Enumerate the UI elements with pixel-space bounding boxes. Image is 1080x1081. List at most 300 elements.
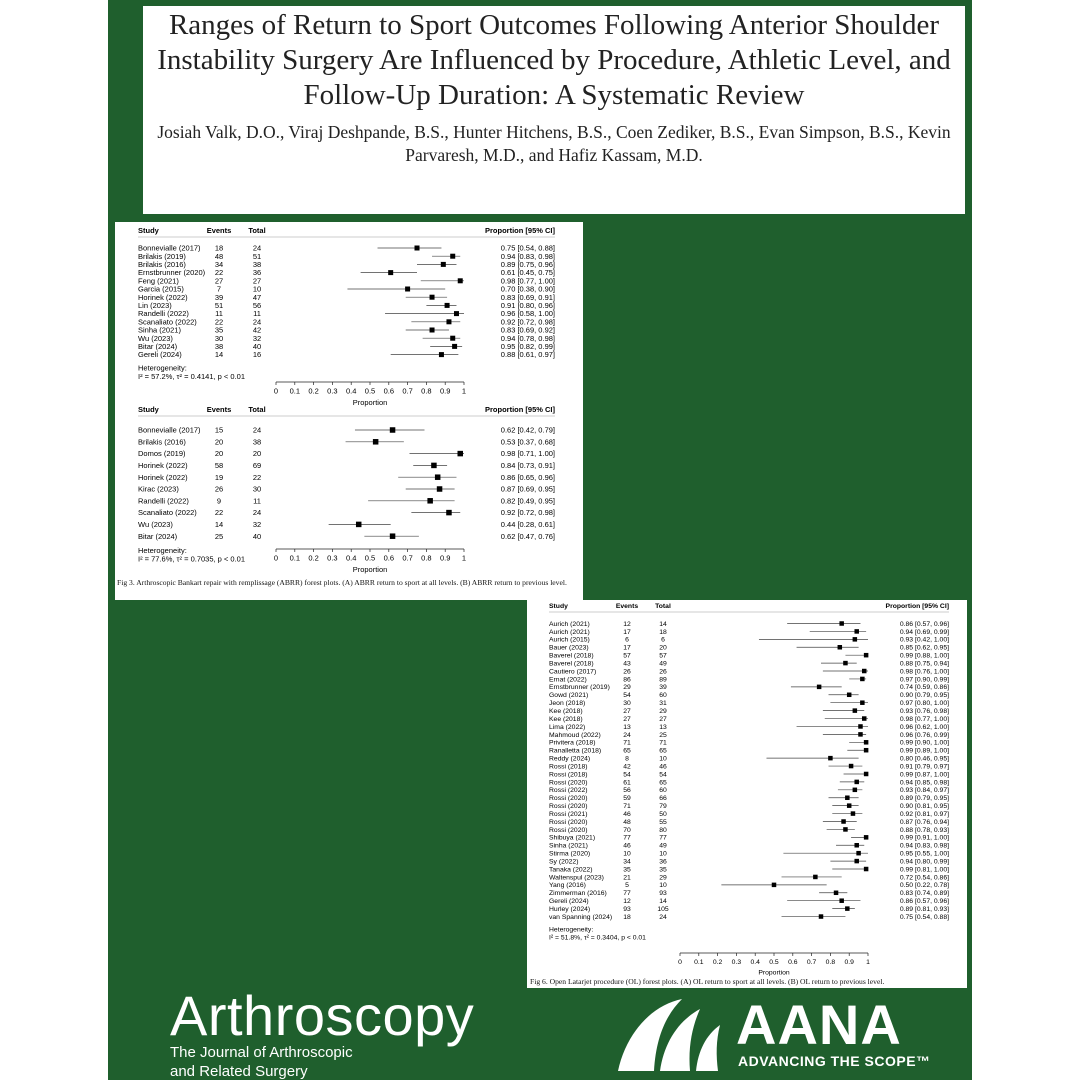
- fig3b-point-estimate: [373, 439, 379, 445]
- fig3a-point-estimate: [452, 344, 457, 349]
- fig3a-point-estimate: [430, 295, 435, 300]
- aana-tagline: ADVANCING THE SCOPE™: [738, 1053, 931, 1069]
- fig3a-x-tick-label: 0.4: [345, 386, 357, 396]
- fig6a-point-estimate: [843, 661, 848, 666]
- fig6a-ci-label: 0.99 [0.87, 1.00]: [899, 771, 949, 779]
- fig6a-study-label: Cautiero (2017): [549, 668, 597, 676]
- fig3b-study-label: Bonnevialle (2017): [138, 425, 201, 435]
- journal-subtitle-line-2: and Related Surgery: [170, 1063, 308, 1080]
- fig6a-study-label: Reddy (2024): [549, 755, 591, 763]
- fig6a-point-estimate: [864, 772, 869, 777]
- fig3a-ci-label: 0.94 [0.78, 0.98]: [500, 333, 555, 343]
- fig3a-study-label: Lin (2023): [138, 301, 172, 311]
- fig3b-study-label: Horinek (2022): [138, 472, 188, 482]
- fig6a-ci-label: 0.50 [0.22, 0.78]: [899, 882, 949, 890]
- fig6a-events-value: 34: [623, 858, 631, 866]
- fig3a-study-label: Brilakis (2016): [138, 260, 186, 270]
- fig6a-point-estimate: [845, 795, 850, 800]
- fig6a-total-value: 26: [659, 668, 667, 676]
- fig3a-x-tick-label: 0.3: [327, 386, 338, 396]
- fig6a-total-value: 27: [659, 715, 667, 723]
- fig3a-x-tick-label: 0.6: [383, 386, 395, 396]
- fig6a-study-label: Hurley (2024): [549, 906, 591, 913]
- fig6a-point-estimate: [847, 803, 852, 808]
- figure-6-panel: [527, 600, 967, 988]
- right-margin: [972, 0, 1080, 1080]
- fig6a-events-value: 77: [623, 890, 631, 898]
- fig6a-total-value: 71: [659, 739, 667, 747]
- fig6a-study-label: Privitera (2018): [549, 739, 596, 747]
- fig6a-x-tick-label: 0.2: [712, 958, 723, 966]
- fig3a-ci-label: 0.75 [0.54, 0.88]: [500, 243, 555, 253]
- fig6a-point-estimate: [813, 875, 818, 880]
- fig6a-total-value: 105: [657, 906, 669, 913]
- fig3a-point-estimate: [441, 262, 446, 267]
- fig3a-study-label: Sinha (2021): [138, 325, 181, 335]
- fig3a-header-total: Total: [248, 226, 266, 235]
- fig3a-study-label: Ernstbrunner (2020): [138, 268, 206, 278]
- fig6a-study-label: Ernstbrunner (2019): [549, 684, 610, 692]
- fig3a-events-value: 35: [214, 325, 224, 335]
- fig3a-ci-label: 0.83 [0.69, 0.92]: [500, 325, 555, 335]
- fig6a-study-label: Ernat (2022): [549, 676, 587, 684]
- fig3a-total-value: 24: [252, 243, 262, 253]
- fig6a-total-value: 77: [659, 834, 667, 842]
- fig6a-events-value: 54: [623, 692, 631, 700]
- fig3b-x-tick-label: 0.4: [345, 553, 357, 563]
- fig6a-ci-label: 0.99 [0.81, 1.00]: [899, 866, 949, 874]
- fig3a-x-tick-label: 0.5: [364, 386, 376, 396]
- fig6a-ci-label: 0.86 [0.57, 0.96]: [899, 898, 949, 906]
- fig3b-study-label: Domos (2019): [138, 449, 186, 459]
- fig6a-events-value: 71: [623, 803, 631, 811]
- fig6a-total-value: 89: [659, 676, 667, 684]
- fig3a-events-value: 7: [216, 284, 222, 294]
- fig3b-total-value: 24: [252, 508, 262, 518]
- fig6a-point-estimate: [847, 693, 852, 698]
- fig6a-point-estimate: [828, 756, 833, 761]
- fig6a-events-value: 26: [623, 668, 631, 676]
- fig6a-study-label: Stirma (2020): [549, 850, 591, 858]
- fig3a-total-value: 40: [252, 342, 262, 352]
- fig6a-study-label: Jeon (2018): [549, 700, 586, 708]
- fig6a-point-estimate: [854, 843, 859, 848]
- fig3a-header-events: Events: [206, 226, 232, 235]
- fig3b-study-label: Scanaliato (2022): [138, 508, 197, 518]
- fig3b-total-value: 38: [252, 437, 262, 447]
- fig6a-point-estimate: [841, 819, 846, 824]
- fig3a-events-value: 38: [214, 342, 224, 352]
- aana-wordmark: AANA: [736, 993, 902, 1056]
- fig6a-point-estimate: [819, 914, 824, 919]
- fig3b-total-value: 20: [252, 449, 262, 459]
- fig3a-events-value: 30: [214, 333, 224, 343]
- fig6a-study-label: Bauer (2023): [549, 644, 589, 652]
- author-list: Josiah Valk, D.O., Viraj Deshpande, B.S., Hunter Hitchens, B.S., Coen Zediker, B.S., Evan Simpson, B.S., Kevin Parvaresh, M.D., and Hafiz Kassam, M.D.: [157, 122, 951, 165]
- fig6a-point-estimate: [860, 700, 865, 705]
- fig3a-x-axis-title: Proportion: [352, 398, 388, 407]
- fig3a-point-estimate: [439, 352, 444, 357]
- fig6a-total-value: 93: [659, 890, 667, 898]
- fig3b-x-tick-label: 0.7: [402, 553, 413, 563]
- fig6a-events-value: 12: [623, 898, 631, 906]
- fig6a-heterogeneity-stats: I² = 51.8%, τ² = 0.3404, p < 0.01: [549, 934, 646, 942]
- fig3b-header-proportion: Proportion [95% CI]: [484, 405, 555, 414]
- fig3a-study-label: Bonnevialle (2017): [138, 243, 201, 253]
- fig6a-header-study: Study: [549, 603, 568, 610]
- fig3b-point-estimate: [390, 427, 396, 433]
- fig6a-ci-label: 0.89 [0.79, 0.95]: [899, 795, 949, 803]
- fig3a-point-estimate: [388, 270, 393, 275]
- fig6a-study-label: Zimmerman (2016): [549, 890, 607, 898]
- figure-6-caption: Fig 6. Open Latarjet procedure (OL) forest plots. (A) OL return to sport at all levels. (B) OL return to previous level.: [530, 977, 885, 986]
- fig3a-total-value: 51: [252, 251, 262, 261]
- fig6a-point-estimate: [834, 891, 839, 896]
- fig3b-ci-label: 0.53 [0.37, 0.68]: [500, 437, 555, 447]
- fig6a-total-value: 79: [659, 803, 667, 811]
- fig3a-point-estimate: [450, 254, 455, 259]
- fig6a-ci-label: 0.80 [0.46, 0.95]: [899, 755, 949, 763]
- fig3b-events-value: 58: [214, 461, 224, 471]
- arthroscopy-journal-logo: [170, 985, 474, 1081]
- fig6a-study-label: Yang (2016): [549, 882, 586, 890]
- fig3a-heterogeneity-stats: I² = 57.2%, τ² = 0.4141, p < 0.01: [138, 372, 245, 382]
- fig6a-total-value: 65: [659, 747, 667, 755]
- aana-scope-mark-icon: [612, 993, 728, 1077]
- fig3a-events-value: 34: [214, 260, 224, 270]
- fig6a-ci-label: 0.74 [0.59, 0.86]: [899, 684, 949, 692]
- fig6a-heterogeneity-label: Heterogeneity:: [549, 926, 594, 934]
- fig6a-total-value: 10: [659, 850, 667, 858]
- fig6a-ci-label: 0.83 [0.74, 0.89]: [899, 890, 949, 898]
- fig6a-events-value: 29: [623, 684, 631, 692]
- fig6a-events-value: 77: [623, 834, 631, 842]
- fig6a-total-value: 14: [659, 898, 667, 906]
- fig3b-study-label: Brilakis (2016): [138, 437, 186, 447]
- fig3b-study-label: Wu (2023): [138, 520, 173, 530]
- fig6a-events-value: 70: [623, 826, 631, 834]
- fig6a-x-tick-label: 0.6: [788, 958, 798, 966]
- fig6a-ci-label: 0.93 [0.84, 0.97]: [899, 787, 949, 795]
- fig3b-header-study: Study: [138, 405, 159, 414]
- fig6a-study-label: Lima (2022): [549, 723, 586, 731]
- fig3b-events-value: 20: [214, 449, 224, 459]
- fig3a-ci-label: 0.89 [0.75, 0.96]: [500, 260, 555, 270]
- fig6a-total-value: 20: [659, 644, 667, 652]
- fig6a-events-value: 5: [625, 882, 629, 890]
- fig3a-point-estimate: [458, 278, 463, 283]
- fig6a-ci-label: 0.92 [0.81, 0.97]: [899, 810, 949, 818]
- fig6a-study-label: Shibuya (2021): [549, 834, 596, 842]
- fig3b-events-value: 20: [214, 437, 224, 447]
- fig6a-point-estimate: [843, 827, 848, 832]
- fig3b-ci-label: 0.87 [0.69, 0.95]: [500, 484, 555, 494]
- fig3a-point-estimate: [446, 319, 451, 324]
- fig6a-total-value: 46: [659, 763, 667, 771]
- fig3a-study-label: Wu (2023): [138, 333, 173, 343]
- fig3b-point-estimate: [431, 463, 437, 469]
- fig6a-x-tick-label: 1: [866, 958, 870, 966]
- fig6a-point-estimate: [862, 716, 867, 721]
- fig6a-study-label: Rossi (2021): [549, 810, 588, 818]
- fig3a-total-value: 32: [252, 333, 262, 343]
- fig6a-ci-label: 0.98 [0.77, 1.00]: [899, 715, 949, 723]
- fig6a-total-value: 39: [659, 684, 667, 692]
- fig6a-total-value: 29: [659, 874, 667, 882]
- fig6a-point-estimate: [856, 851, 861, 856]
- fig6a-point-estimate: [854, 859, 859, 864]
- fig3b-ci-label: 0.82 [0.49, 0.95]: [500, 496, 555, 506]
- fig6a-events-value: 93: [623, 906, 631, 913]
- fig3a-heterogeneity-label: Heterogeneity:: [138, 363, 187, 373]
- left-margin: [0, 0, 108, 1080]
- fig3b-x-tick-label: 1: [461, 553, 467, 563]
- fig6a-events-value: 18: [623, 913, 631, 921]
- fig6a-point-estimate: [864, 867, 869, 872]
- fig3b-x-tick-label: 0: [273, 553, 279, 563]
- fig6a-x-tick-label: 0.8: [825, 958, 836, 966]
- fig6a-total-value: 60: [659, 692, 667, 700]
- fig3b-ci-label: 0.62 [0.42, 0.79]: [500, 425, 555, 435]
- fig6a-point-estimate: [839, 898, 844, 903]
- fig6a-total-value: 24: [659, 913, 667, 921]
- fig6a-point-estimate: [772, 883, 777, 888]
- fig6a-events-value: 10: [623, 850, 631, 858]
- fig6a-study-label: Rossi (2020): [549, 803, 588, 811]
- fig6a-x-tick-label: 0.3: [731, 958, 742, 966]
- fig3a-ci-label: 0.61 [0.45, 0.75]: [500, 268, 555, 278]
- fig3a-total-value: 36: [252, 268, 262, 278]
- fig3a-events-value: 51: [214, 301, 224, 311]
- fig3b-total-value: 32: [252, 520, 262, 530]
- fig6a-ci-label: 0.88 [0.75, 0.94]: [899, 660, 949, 668]
- fig6a-events-value: 71: [623, 739, 631, 747]
- fig3a-total-value: 10: [252, 284, 262, 294]
- fig6a-point-estimate: [858, 724, 863, 728]
- fig3a-total-value: 16: [252, 350, 262, 360]
- fig6a-point-estimate: [864, 653, 869, 658]
- fig3b-header-events: Events: [206, 405, 232, 414]
- fig6a-point-estimate: [838, 645, 843, 650]
- fig6a-point-estimate: [849, 764, 854, 769]
- journal-subtitle: [170, 1043, 474, 1081]
- fig3a-ci-label: 0.83 [0.69, 0.91]: [500, 292, 555, 302]
- fig3a-total-value: 11: [253, 309, 261, 319]
- fig6a-point-estimate: [854, 780, 859, 785]
- fig6a-x-axis-title: Proportion: [758, 969, 790, 977]
- fig3b-total-value: 22: [252, 472, 262, 482]
- figure-3-forest-plots: [115, 222, 583, 600]
- fig6a-events-value: 27: [623, 708, 631, 715]
- fig6a-study-label: van Spanning (2024): [549, 913, 613, 921]
- fig3a-x-tick-label: 0.2: [308, 386, 319, 396]
- fig6a-events-value: 27: [623, 715, 631, 723]
- fig6a-study-label: Waltenspul (2023): [549, 874, 604, 882]
- fig6a-events-value: 24: [623, 731, 631, 739]
- figure-3-caption: Fig 3. Arthroscopic Bankart repair with remplissage (ABRR) forest plots. (A) ABRR return to sport at all levels. (B) ABRR return to previous level.: [117, 578, 567, 587]
- fig3a-total-value: 38: [252, 260, 262, 270]
- fig6a-events-value: 56: [623, 787, 631, 795]
- fig6a-total-value: 10: [659, 755, 667, 763]
- fig3b-study-label: Bitar (2024): [138, 531, 178, 541]
- fig6a-events-value: 13: [623, 723, 631, 731]
- fig3b-x-tick-label: 0.5: [364, 553, 376, 563]
- fig3a-ci-label: 0.92 [0.72, 0.98]: [500, 317, 555, 327]
- fig6a-point-estimate: [860, 677, 865, 682]
- fig3a-events-value: 22: [214, 317, 224, 327]
- fig3a-events-value: 11: [215, 309, 223, 319]
- fig6a-events-value: 54: [623, 771, 631, 779]
- fig6a-x-tick-label: 0.1: [694, 958, 704, 966]
- fig3a-point-estimate: [405, 287, 410, 292]
- fig3b-total-value: 30: [252, 484, 262, 494]
- fig6a-ci-label: 0.91 [0.79, 0.97]: [899, 763, 949, 771]
- fig3b-heterogeneity-label: Heterogeneity:: [138, 546, 187, 556]
- fig3a-ci-label: 0.94 [0.83, 0.98]: [500, 251, 555, 261]
- fig6a-point-estimate: [853, 788, 858, 793]
- fig6a-ci-label: 0.88 [0.78, 0.93]: [899, 826, 949, 834]
- fig6a-header-total: Total: [655, 603, 671, 610]
- fig6a-header-events: Events: [615, 603, 639, 610]
- fig6a-study-label: Mahmoud (2022): [549, 731, 601, 739]
- fig3a-study-label: Brilakis (2019): [138, 251, 186, 261]
- fig3a-x-tick-label: 0.8: [421, 386, 432, 396]
- fig3a-ci-label: 0.96 [0.58, 1.00]: [500, 309, 555, 319]
- fig3b-ci-label: 0.92 [0.72, 0.98]: [500, 508, 555, 518]
- fig6a-study-label: Rossi (2022): [549, 787, 588, 795]
- fig6a-header-proportion: Proportion [95% CI]: [885, 603, 949, 610]
- fig3b-x-axis-title: Proportion: [352, 565, 388, 574]
- fig6a-study-label: Baverel (2018): [549, 652, 594, 660]
- fig6a-events-value: 30: [623, 700, 631, 708]
- fig3a-ci-label: 0.70 [0.38, 0.90]: [500, 284, 555, 294]
- fig3a-total-value: 27: [252, 276, 262, 286]
- fig3b-x-tick-label: 0.9: [439, 553, 451, 563]
- fig3a-x-tick-label: 0.7: [402, 386, 413, 396]
- fig3b-total-value: 11: [253, 496, 261, 506]
- fig6a-point-estimate: [851, 811, 856, 816]
- fig3b-point-estimate: [437, 486, 443, 492]
- journal-name: Arthroscopy: [170, 984, 475, 1047]
- fig3a-header-proportion: Proportion [95% CI]: [484, 226, 555, 235]
- fig3b-study-label: Kirac (2023): [138, 484, 179, 494]
- fig6a-study-label: Aurich (2015): [549, 636, 590, 644]
- fig3a-x-tick-label: 1: [461, 386, 467, 396]
- fig3b-ci-label: 0.44 [0.28, 0.61]: [500, 520, 555, 530]
- fig6a-total-value: 29: [659, 708, 667, 715]
- fig3b-header-total: Total: [248, 405, 266, 414]
- fig6a-ci-label: 0.90 [0.81, 0.95]: [899, 803, 949, 811]
- fig3a-study-label: Garcia (2015): [138, 284, 184, 294]
- fig3b-events-value: 25: [214, 531, 224, 541]
- fig6a-study-label: Rossi (2020): [549, 795, 588, 803]
- fig6a-events-value: 46: [623, 810, 631, 818]
- fig3a-ci-label: 0.91 [0.80, 0.96]: [500, 301, 555, 311]
- fig3b-ci-label: 0.86 [0.65, 0.96]: [500, 472, 555, 482]
- fig6a-ci-label: 0.99 [0.89, 1.00]: [899, 747, 949, 755]
- fig6a-ci-label: 0.93 [0.76, 0.98]: [899, 708, 949, 715]
- fig3a-point-estimate: [454, 311, 459, 316]
- fig3b-ci-label: 0.84 [0.73, 0.91]: [500, 461, 555, 471]
- title-box: [143, 6, 965, 214]
- fig6a-ci-label: 0.94 [0.80, 0.99]: [899, 858, 949, 866]
- fig6a-study-label: Rossi (2020): [549, 779, 588, 787]
- fig3b-x-tick-label: 0.2: [308, 553, 319, 563]
- fig6a-ci-label: 0.75 [0.54, 0.88]: [899, 913, 949, 921]
- fig3a-x-tick-label: 0: [273, 386, 279, 396]
- fig3b-study-label: Horinek (2022): [138, 461, 188, 471]
- fig6a-total-value: 55: [659, 818, 667, 826]
- fig6a-ci-label: 0.85 [0.62, 0.95]: [899, 644, 949, 652]
- fig6a-point-estimate: [864, 835, 869, 840]
- fig3a-ci-label: 0.88 [0.61, 0.97]: [500, 350, 555, 360]
- fig6a-events-value: 48: [623, 818, 631, 826]
- fig6a-events-value: 17: [623, 628, 631, 636]
- fig6a-ci-label: 0.96 [0.62, 1.00]: [899, 723, 949, 731]
- fig6a-ci-label: 0.72 [0.54, 0.86]: [899, 874, 949, 882]
- fig3a-study-label: Scanaliato (2022): [138, 317, 197, 327]
- fig3b-point-estimate: [390, 533, 396, 539]
- fig3a-header-study: Study: [138, 226, 159, 235]
- fig3a-events-value: 48: [214, 251, 224, 261]
- fig6a-events-value: 43: [623, 660, 631, 668]
- fig6a-x-tick-label: 0.7: [806, 958, 817, 966]
- fig3b-events-value: 14: [214, 520, 224, 530]
- fig3a-events-value: 27: [214, 276, 224, 286]
- fig6a-study-label: Kee (2018): [549, 708, 583, 715]
- fig3b-events-value: 26: [214, 484, 224, 494]
- fig6a-ci-label: 0.94 [0.69, 0.99]: [899, 628, 949, 636]
- fig3b-x-tick-label: 0.6: [383, 553, 395, 563]
- fig3a-total-value: 24: [252, 317, 262, 327]
- fig3b-point-estimate: [427, 498, 433, 504]
- fig3a-ci-label: 0.98 [0.77, 1.00]: [500, 276, 555, 286]
- fig3a-total-value: 56: [252, 301, 262, 311]
- fig6a-ci-label: 0.94 [0.85, 0.98]: [899, 779, 949, 787]
- fig3a-events-value: 18: [214, 243, 224, 253]
- fig6a-ci-label: 0.95 [0.55, 1.00]: [899, 850, 949, 858]
- fig6a-study-label: Rossi (2018): [549, 763, 588, 771]
- fig6a-total-value: 13: [659, 723, 667, 731]
- fig3a-total-value: 42: [252, 325, 262, 335]
- fig3b-total-value: 40: [252, 531, 262, 541]
- fig6a-events-value: 46: [623, 842, 631, 850]
- fig6a-events-value: 65: [623, 747, 631, 755]
- fig6a-events-value: 21: [623, 874, 631, 882]
- fig6a-study-label: Gowd (2021): [549, 692, 589, 700]
- fig6a-study-label: Aurich (2021): [549, 628, 590, 636]
- fig3a-study-label: Gereli (2024): [138, 350, 182, 360]
- fig3a-study-label: Horinek (2022): [138, 292, 188, 302]
- fig6a-ci-label: 0.94 [0.83, 0.98]: [899, 842, 949, 850]
- fig6a-study-label: Aurich (2021): [549, 620, 590, 628]
- fig6a-x-tick-label: 0.4: [750, 958, 760, 966]
- fig6a-total-value: 35: [659, 866, 667, 874]
- fig6a-events-value: 42: [623, 763, 631, 771]
- figure-6-forest-plot: [527, 600, 967, 988]
- fig6a-ci-label: 0.86 [0.57, 0.96]: [899, 620, 949, 628]
- fig6a-study-label: Rossi (2020): [549, 818, 588, 826]
- fig3a-point-estimate: [430, 328, 435, 333]
- fig6a-point-estimate: [854, 629, 859, 634]
- fig3a-point-estimate: [450, 336, 455, 341]
- fig6a-total-value: 49: [659, 842, 667, 850]
- fig6a-events-value: 86: [623, 676, 631, 684]
- fig3a-events-value: 22: [214, 268, 224, 278]
- fig3b-point-estimate: [446, 510, 452, 515]
- fig3b-events-value: 19: [214, 472, 224, 482]
- fig3a-total-value: 47: [252, 292, 262, 302]
